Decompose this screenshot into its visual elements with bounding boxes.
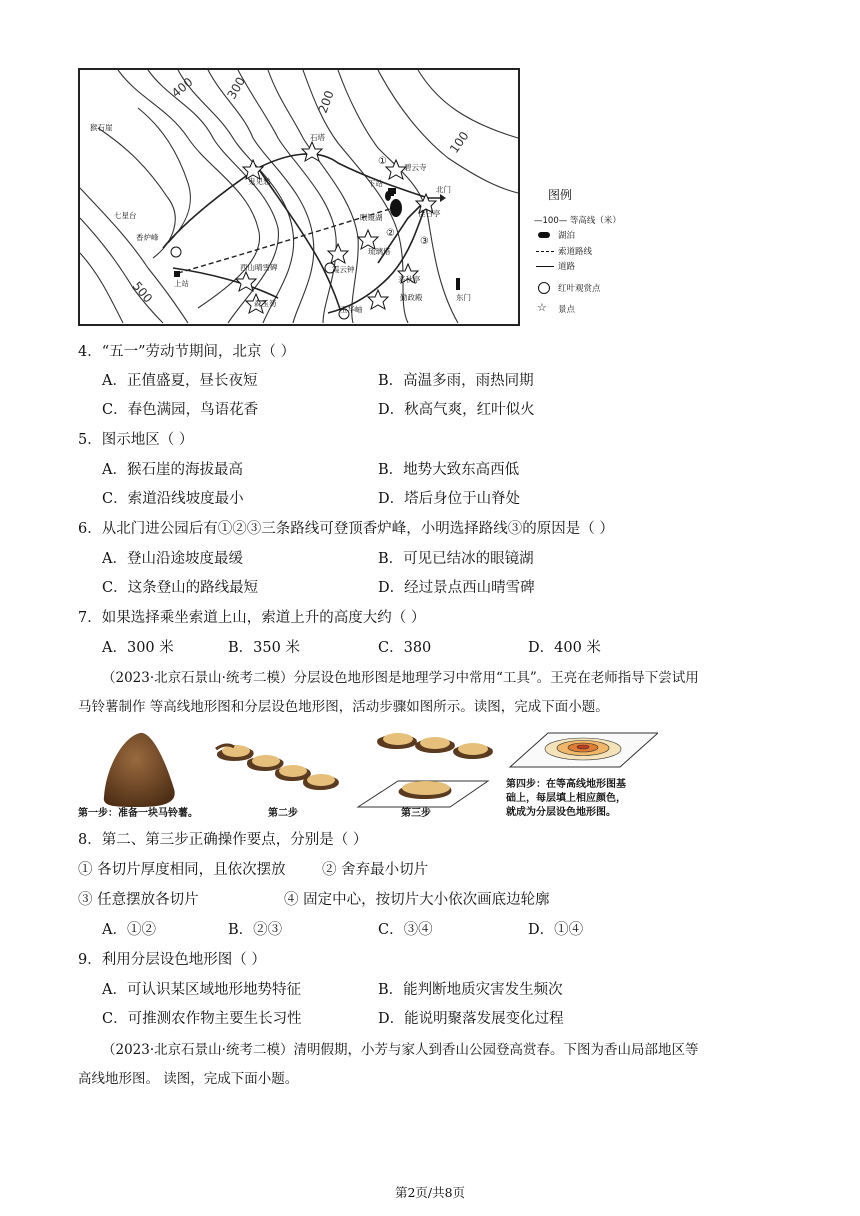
q5-option-b: B．地势大致东高西低: [378, 462, 520, 478]
q8-option-d: D．①④: [528, 922, 584, 938]
question-text: 利用分层设色地形图（ ）: [101, 952, 266, 968]
q8-statement-1: ① 各切片厚度相同，且依次摆放: [78, 862, 286, 878]
q9-option-b: B．能判断地质灾害发生频次: [378, 982, 563, 998]
potato-steps-figure: [78, 727, 658, 822]
q8-option-c: C．③④: [378, 922, 433, 938]
label-shangzhan: 上站: [174, 279, 189, 288]
label-shita: 石塔: [310, 133, 325, 142]
route-mark-3: ③: [420, 236, 429, 247]
q5-option-c: C．索道沿线坡度最小: [102, 491, 244, 507]
cable-line-icon: [536, 251, 554, 252]
label-xianglufeng: 香炉峰: [136, 233, 159, 242]
q4-option-c: C．春色满园，鸟语花香: [102, 402, 259, 418]
question-4-stem: [78, 342, 295, 362]
contour-label-100: 100: [446, 128, 472, 156]
question-number: 9．: [78, 952, 102, 968]
q7-option-b: B．350 米: [228, 640, 300, 656]
q9-option-a: A．可认识某区域地形地势特征: [102, 982, 301, 998]
legend-viewpoint: 红叶观赏点: [558, 284, 601, 294]
label-beimen: 北门: [436, 185, 451, 194]
question-number: 8．: [78, 832, 102, 848]
question-5-stem: [78, 430, 193, 450]
contour-label-500: 500: [129, 278, 156, 306]
step-4-caption-1: 第四步：在等高线地形图基: [506, 779, 626, 790]
legend-road: 道路: [558, 262, 576, 272]
legend-scenic: 景点: [558, 305, 576, 315]
page-number: 第2页/共8页: [394, 1185, 466, 1200]
passage-2-line-2: 高线地形图。 读图，完成下面小题。: [78, 1071, 299, 1087]
legend-title: 图例: [548, 188, 573, 202]
passage-1-line-2: 马铃薯制作 等高线地形图和分层设色地形图，活动步骤如图所示。读图，完成下面小题。: [78, 699, 609, 715]
question-8-stem: [78, 830, 367, 850]
label-chongfang: 琉璃塔: [368, 247, 391, 256]
label-xishan: 西山晴雪碑: [240, 263, 278, 272]
q5-option-d: D．塔后身位于山脊处: [378, 491, 521, 507]
q6-option-a: A．登山沿途坡度最缓: [102, 551, 243, 567]
label-dianchaoge: 玉华岫: [340, 305, 363, 314]
step-4-caption-2: 础上，每层填上相应颜色，: [506, 793, 626, 804]
label-qinzhenyuan: 勤政殿: [400, 293, 423, 302]
question-9-stem: [78, 950, 266, 970]
contour-map-svg: [78, 68, 520, 326]
map-legend: [534, 186, 668, 326]
q5-option-a: A．猴石崖的海拔最高: [102, 462, 243, 478]
label-songlinguan: 来秋亭: [398, 275, 421, 284]
q6-option-b: B．可见已结冰的眼镜湖: [378, 551, 534, 567]
route-mark-2: ②: [386, 228, 395, 239]
contour-label-200: 200: [315, 88, 337, 116]
q7-option-a: A．300 米: [102, 640, 174, 656]
question-number: 7．: [78, 610, 102, 626]
q4-option-d: D．秋高气爽，红叶似火: [378, 402, 535, 418]
label-jiyunpu: 霞云钟: [332, 265, 355, 274]
passage-2-line-1: （2023·北京石景山·统考二模）清明假期，小芳与家人到香山公园登高赏春。下图为香山局部地区等: [102, 1042, 699, 1058]
question-text: 第二、第三步正确操作要点，分别是（ ）: [101, 832, 368, 848]
label-chaoyangsi: 碧云寺: [404, 163, 427, 172]
question-number: 5．: [78, 432, 102, 448]
label-gulangyu: 鬼见愁: [248, 177, 271, 186]
q7-option-c: C．380: [378, 640, 432, 656]
q6-option-c: C．这条登山的路线最短: [102, 580, 259, 596]
q8-statement-3: ③ 任意摆放各切片: [78, 892, 199, 908]
contour-label-300: 300: [224, 74, 249, 102]
label-qiluiyu: 七星台: [114, 211, 137, 220]
label-yanjinghu: 眼镜湖: [360, 213, 383, 222]
q8-statement-2: ② 舍弃最小切片: [322, 862, 429, 878]
route-mark-1: ①: [378, 156, 387, 167]
question-text: 如果选择乘坐索道上山，索道上升的高度大约（ ）: [101, 610, 426, 626]
q8-option-b: B．②③: [228, 922, 283, 938]
q6-option-d: D．经过景点西山晴雪碑: [378, 580, 535, 596]
q8-option-a: A．①②: [102, 922, 156, 938]
contour-label-400: 400: [168, 74, 196, 101]
q4-option-b: B．高温多雨，雨热同期: [378, 373, 534, 389]
legend-lake: 湖泊: [558, 231, 576, 241]
question-6-stem: [78, 519, 614, 539]
legend-cable: 索道路线: [558, 247, 593, 257]
label-xiazhan: 下站: [368, 179, 383, 188]
contour-map-figure: [78, 68, 520, 326]
q9-option-d: D．能说明聚落发展变化过程: [378, 1011, 564, 1027]
step-3-caption: 第三步: [401, 808, 431, 819]
question-text: 图示地区（ ）: [101, 432, 194, 448]
lake-icon: [538, 232, 550, 238]
question-number: 4．: [78, 344, 102, 360]
passage-1-line-1: （2023·北京石景山·统考二模）分层设色地形图是地理学习中常用“工具”。王亮在老师指导下尝试用: [102, 670, 699, 686]
label-yunfeng: 森玉笏: [254, 299, 277, 308]
label-dongmen: 东门: [456, 293, 471, 302]
question-7-stem: [78, 608, 425, 628]
star-icon: ☆: [537, 301, 547, 314]
q7-option-d: D．400 米: [528, 640, 601, 656]
q9-option-c: C．可推测农作物主要生长习性: [102, 1011, 302, 1027]
step-2-caption: 第二步: [268, 808, 298, 819]
question-text: “五一”劳动节期间，北京（ ）: [101, 344, 296, 360]
q4-option-a: A．正值盛夏，昼长夜短: [102, 373, 258, 389]
question-text: 从北门进公园后有①②③三条路线可登顶香炉峰，小明选择路线③的原因是（ ）: [101, 521, 614, 537]
question-number: 6．: [78, 521, 102, 537]
legend-contour: —100— 等高线（米）: [534, 216, 621, 226]
viewpoint-icon: [538, 282, 550, 294]
label-housiya: 猴石崖: [90, 123, 113, 132]
step-1-caption: 第一步：准备一块马铃薯。: [78, 808, 198, 819]
road-line-icon: [536, 266, 554, 267]
q8-statement-4: ④ 固定中心，按切片大小依次画底边轮廓: [284, 892, 550, 908]
label-zhaoyanting: 佳日亭: [418, 209, 441, 218]
step-4-caption-3: 就成为分层设色地形图。: [506, 807, 616, 818]
